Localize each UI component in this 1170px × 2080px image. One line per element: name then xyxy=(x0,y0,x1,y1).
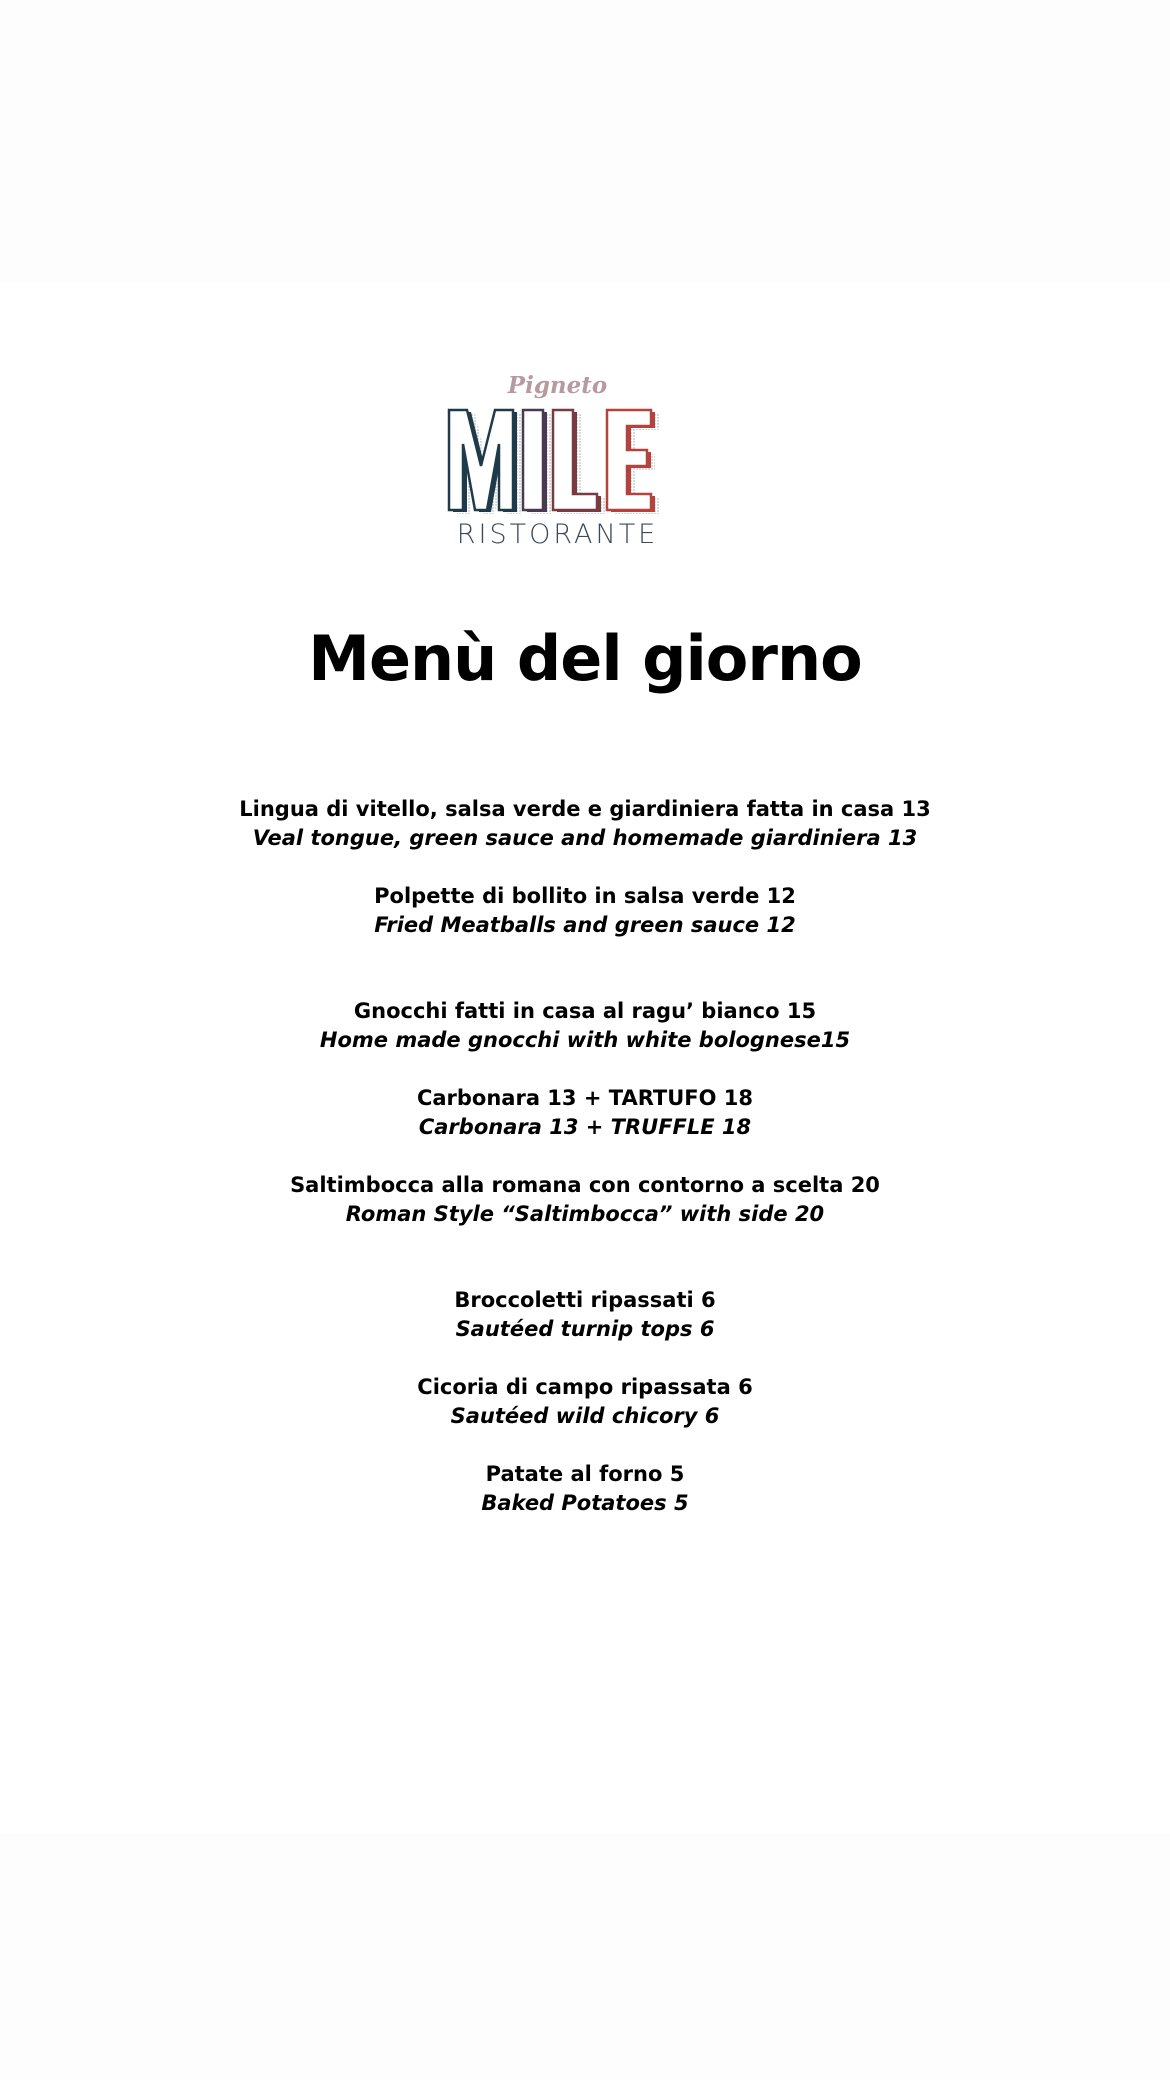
menu-item-english: Carbonara 13 + TRUFFLE 18 xyxy=(418,1115,752,1139)
restaurant-logo xyxy=(445,372,670,552)
logo-ristorante-text: RISTORANTE xyxy=(456,519,659,550)
menu-item-english: Sautéed wild chicory 6 xyxy=(450,1404,720,1428)
menu-item-english: Home made gnocchi with white bolognese15 xyxy=(319,1028,851,1052)
menu-item-italian: Lingua di vitello, salsa verde e giardiniera fatta in casa 13 xyxy=(239,797,931,821)
menu-item-italian: Gnocchi fatti in casa al ragu’ bianco 15 xyxy=(353,999,817,1023)
menu-item-english: Veal tongue, green sauce and homemade giardiniera 13 xyxy=(252,826,918,850)
menu-item-italian: Saltimbocca alla romana con contorno a scelta 20 xyxy=(290,1173,880,1197)
logo-mile-wordmark xyxy=(445,404,670,516)
menu-item-italian: Cicoria di campo ripassata 6 xyxy=(417,1375,753,1399)
menu-item-english: Baked Potatoes 5 xyxy=(481,1491,689,1515)
logo-pigneto-text: Pigneto xyxy=(507,372,608,399)
menu-title: Menù del giorno xyxy=(308,622,862,695)
menu-item-english: Fried Meatballs and green sauce 12 xyxy=(374,913,796,937)
menu-item-italian: Carbonara 13 + TARTUFO 18 xyxy=(416,1086,754,1110)
menu-item-italian: Patate al forno 5 xyxy=(485,1462,685,1486)
menu-item-italian: Polpette di bollito in salsa verde 12 xyxy=(374,884,796,908)
menu-item-italian: Broccoletti ripassati 6 xyxy=(454,1288,716,1312)
menu-item-english: Roman Style “Saltimbocca” with side 20 xyxy=(345,1202,825,1226)
menu-item-english: Sautéed turnip tops 6 xyxy=(455,1317,715,1341)
